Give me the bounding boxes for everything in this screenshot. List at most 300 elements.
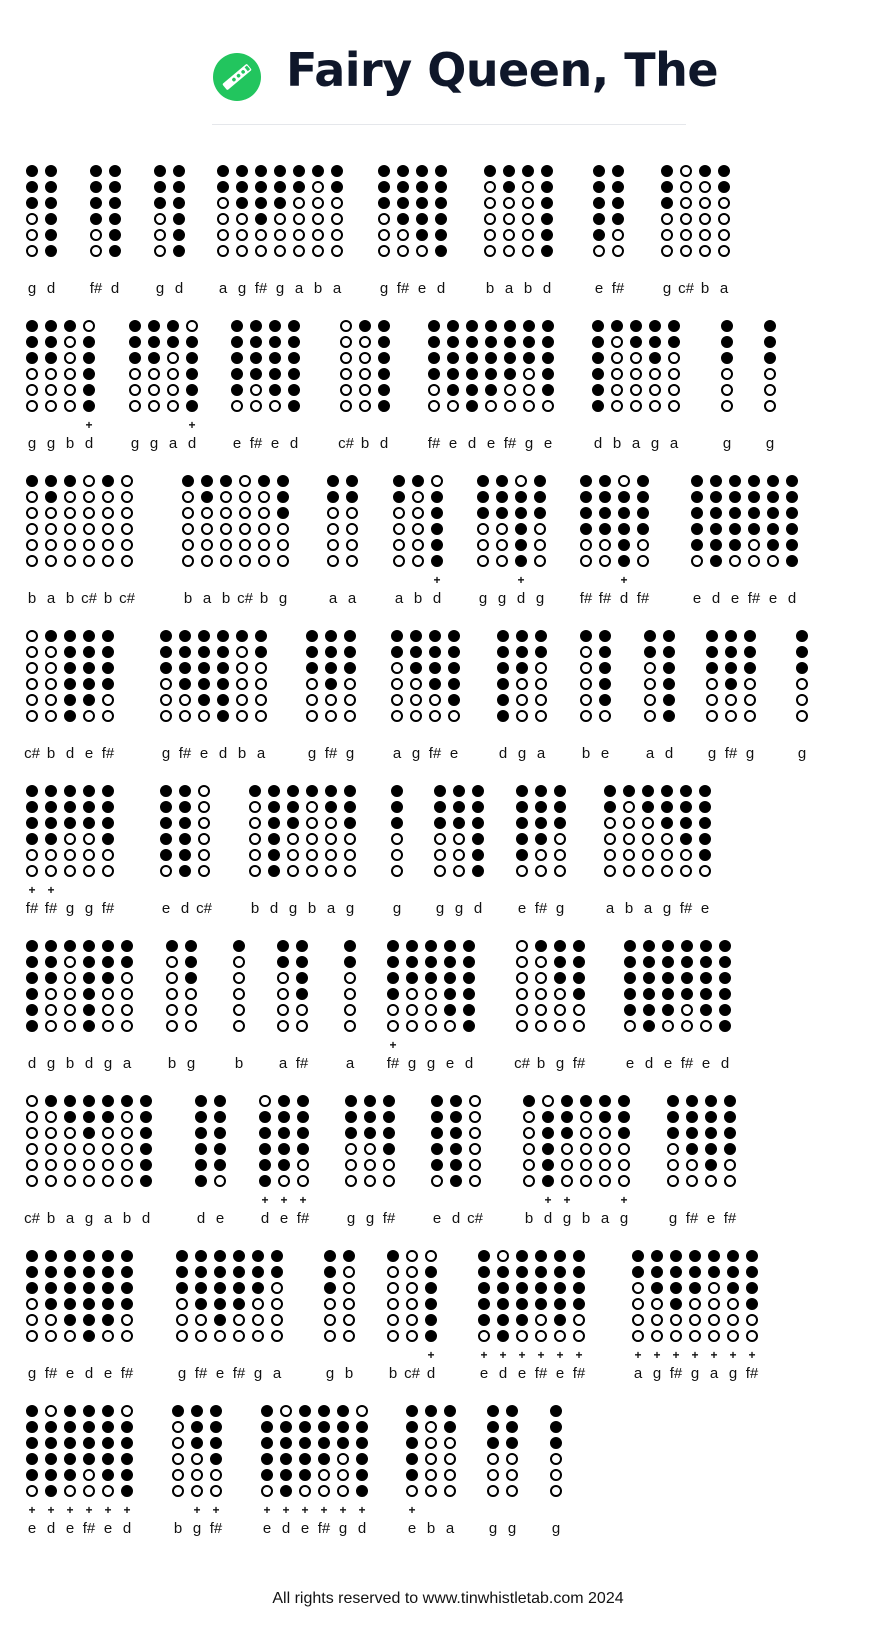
closed-hole-icon [541,181,553,193]
open-hole-icon [506,1485,518,1497]
closed-hole-icon [268,785,280,797]
open-hole-icon [45,988,57,1000]
open-hole-icon [599,555,611,567]
closed-hole-icon [83,646,95,658]
closed-hole-icon [269,368,281,380]
closed-hole-icon [748,475,760,487]
closed-hole-icon [630,336,642,348]
open-hole-icon [477,523,489,535]
closed-hole-icon [412,475,424,487]
closed-hole-icon [534,507,546,519]
closed-hole-icon [515,523,527,535]
closed-hole-icon [261,1453,273,1465]
note-label: d [289,435,299,452]
closed-hole-icon [542,1175,554,1187]
note-label: b [413,590,423,607]
note-label: f# [534,1365,548,1382]
note-label: f# [44,900,58,917]
closed-hole-icon [444,956,456,968]
note-label: a [328,590,338,607]
open-hole-icon [26,1175,38,1187]
open-hole-icon [250,384,262,396]
closed-hole-icon [288,352,300,364]
closed-hole-icon [378,197,390,209]
closed-hole-icon [516,1314,528,1326]
open-hole-icon [198,817,210,829]
closed-hole-icon [102,1282,114,1294]
closed-hole-icon [261,1437,273,1449]
closed-hole-icon [643,1020,655,1032]
open-hole-icon [624,1020,636,1032]
closed-hole-icon [523,352,535,364]
open-hole-icon [325,694,337,706]
open-hole-icon [444,1020,456,1032]
open-hole-icon [796,694,808,706]
note-label: d [46,280,56,297]
closed-hole-icon [425,1405,437,1417]
open-hole-icon [689,1298,701,1310]
note-label: d [180,900,190,917]
closed-hole-icon [64,475,76,487]
note-label: c# [24,1210,40,1227]
closed-hole-icon [681,940,693,952]
open-hole-icon [293,245,305,257]
open-hole-icon [522,181,534,193]
open-hole-icon [182,539,194,551]
note-label: a [168,435,178,452]
open-hole-icon [573,1004,585,1016]
note-label: b [313,280,323,297]
open-hole-icon [172,1453,184,1465]
closed-hole-icon [102,785,114,797]
closed-hole-icon [214,1250,226,1262]
note-label: g [288,900,298,917]
closed-hole-icon [670,1298,682,1310]
note-label: g [497,590,507,607]
closed-hole-icon [554,940,566,952]
closed-hole-icon [434,801,446,813]
open-hole-icon [383,1159,395,1171]
closed-hole-icon [725,662,737,674]
open-hole-icon [306,833,318,845]
closed-hole-icon [236,165,248,177]
open-hole-icon [345,1175,357,1187]
open-hole-icon [249,817,261,829]
closed-hole-icon [485,384,497,396]
open-hole-icon [121,1330,133,1342]
closed-hole-icon [431,1159,443,1171]
open-hole-icon [680,245,692,257]
note-label: b [624,900,634,917]
open-hole-icon [618,1159,630,1171]
closed-hole-icon [542,320,554,332]
closed-hole-icon [318,1437,330,1449]
closed-hole-icon [26,1453,38,1465]
octave-plus-mark: + [188,418,196,432]
open-hole-icon [448,710,460,722]
closed-hole-icon [448,694,460,706]
closed-hole-icon [383,1143,395,1155]
open-hole-icon [391,710,403,722]
closed-hole-icon [710,555,722,567]
open-hole-icon [64,1020,76,1032]
open-hole-icon [64,400,76,412]
note-label: e [232,435,242,452]
closed-hole-icon [444,1004,456,1016]
closed-hole-icon [121,1095,133,1107]
open-hole-icon [217,245,229,257]
note-label: f# [382,1210,396,1227]
closed-hole-icon [515,491,527,503]
closed-hole-icon [431,507,443,519]
open-hole-icon [121,539,133,551]
note-label: f# [685,1210,699,1227]
open-hole-icon [359,400,371,412]
open-hole-icon [26,400,38,412]
closed-hole-icon [160,849,172,861]
closed-hole-icon [26,1004,38,1016]
closed-hole-icon [299,1405,311,1417]
closed-hole-icon [109,229,121,241]
open-hole-icon [166,988,178,1000]
closed-hole-icon [278,1095,290,1107]
open-hole-icon [287,833,299,845]
closed-hole-icon [485,368,497,380]
note-label: f# [194,1365,208,1382]
open-hole-icon [425,1469,437,1481]
open-hole-icon [516,956,528,968]
closed-hole-icon [699,833,711,845]
open-hole-icon [255,710,267,722]
open-hole-icon [393,539,405,551]
note-label: b [523,280,533,297]
note-label: d [720,1055,730,1072]
closed-hole-icon [195,1266,207,1278]
closed-hole-icon [428,368,440,380]
closed-hole-icon [425,1314,437,1326]
open-hole-icon [198,833,210,845]
closed-hole-icon [746,1282,758,1294]
open-hole-icon [239,507,251,519]
open-hole-icon [167,368,179,380]
closed-hole-icon [220,475,232,487]
closed-hole-icon [516,849,528,861]
closed-hole-icon [154,197,166,209]
note-label: f# [317,1520,331,1537]
open-hole-icon [681,1020,693,1032]
closed-hole-icon [64,646,76,658]
note-label: b [27,590,37,607]
open-hole-icon [318,1485,330,1497]
closed-hole-icon [686,1095,698,1107]
open-hole-icon [623,833,635,845]
open-hole-icon [26,384,38,396]
note-label: a [278,1055,288,1072]
open-hole-icon [45,539,57,551]
open-hole-icon [185,988,197,1000]
closed-hole-icon [83,662,95,674]
open-hole-icon [632,1314,644,1326]
closed-hole-icon [179,865,191,877]
open-hole-icon [198,801,210,813]
open-hole-icon [331,197,343,209]
closed-hole-icon [729,539,741,551]
closed-hole-icon [699,165,711,177]
closed-hole-icon [662,940,674,952]
open-hole-icon [477,539,489,551]
open-hole-icon [201,507,213,519]
octave-plus-mark: + [123,1503,131,1517]
closed-hole-icon [140,1159,152,1171]
closed-hole-icon [26,1282,38,1294]
closed-hole-icon [64,1095,76,1107]
closed-hole-icon [344,785,356,797]
open-hole-icon [102,1159,114,1171]
open-hole-icon [680,197,692,209]
closed-hole-icon [288,368,300,380]
open-hole-icon [434,865,446,877]
open-hole-icon [516,1020,528,1032]
open-hole-icon [425,1437,437,1449]
closed-hole-icon [554,1298,566,1310]
closed-hole-icon [428,352,440,364]
open-hole-icon [661,849,673,861]
closed-hole-icon [448,646,460,658]
note-label: g [662,900,672,917]
closed-hole-icon [710,475,722,487]
open-hole-icon [26,1111,38,1123]
open-hole-icon [428,400,440,412]
open-hole-icon [469,1095,481,1107]
open-hole-icon [191,1469,203,1481]
open-hole-icon [642,849,654,861]
note-label: c# [678,280,694,297]
open-hole-icon [172,1469,184,1481]
open-hole-icon [580,1159,592,1171]
closed-hole-icon [364,1095,376,1107]
closed-hole-icon [26,1266,38,1278]
open-hole-icon [64,368,76,380]
closed-hole-icon [670,1250,682,1262]
open-hole-icon [340,400,352,412]
note-label: a [347,590,357,607]
closed-hole-icon [406,956,418,968]
closed-hole-icon [612,213,624,225]
open-hole-icon [26,710,38,722]
closed-hole-icon [444,972,456,984]
closed-hole-icon [744,646,756,658]
note-label: a [669,435,679,452]
open-hole-icon [504,400,516,412]
note-label: f# [178,745,192,762]
closed-hole-icon [416,181,428,193]
closed-hole-icon [179,678,191,690]
open-hole-icon [644,694,656,706]
note-label: b [259,590,269,607]
note-label: f# [572,1365,586,1382]
closed-hole-icon [271,1266,283,1278]
note-label: g [426,1055,436,1072]
closed-hole-icon [592,368,604,380]
closed-hole-icon [102,1437,114,1449]
open-hole-icon [359,352,371,364]
open-hole-icon [550,1453,562,1465]
closed-hole-icon [344,956,356,968]
note-label: g [307,745,317,762]
closed-hole-icon [185,972,197,984]
closed-hole-icon [121,1469,133,1481]
closed-hole-icon [516,1266,528,1278]
closed-hole-icon [83,801,95,813]
closed-hole-icon [64,1469,76,1481]
closed-hole-icon [306,646,318,658]
open-hole-icon [220,507,232,519]
closed-hole-icon [140,1127,152,1139]
closed-hole-icon [699,801,711,813]
open-hole-icon [523,1159,535,1171]
closed-hole-icon [485,352,497,364]
note-label: g [478,590,488,607]
closed-hole-icon [140,1095,152,1107]
open-hole-icon [535,710,547,722]
closed-hole-icon [214,1266,226,1278]
open-hole-icon [121,491,133,503]
closed-hole-icon [727,1282,739,1294]
note-label: d [644,1055,654,1072]
open-hole-icon [680,181,692,193]
open-hole-icon [630,368,642,380]
closed-hole-icon [434,817,446,829]
note-label: e [517,900,527,917]
closed-hole-icon [393,491,405,503]
open-hole-icon [387,1266,399,1278]
open-hole-icon [64,833,76,845]
closed-hole-icon [45,1095,57,1107]
octave-plus-mark: + [544,1193,552,1207]
note-label: f# [534,900,548,917]
octave-plus-mark: + [339,1503,347,1517]
closed-hole-icon [195,1143,207,1155]
closed-hole-icon [102,475,114,487]
closed-hole-icon [541,245,553,257]
open-hole-icon [166,956,178,968]
open-hole-icon [523,1175,535,1187]
open-hole-icon [271,1314,283,1326]
open-hole-icon [496,555,508,567]
closed-hole-icon [179,646,191,658]
note-label: b [167,1055,177,1072]
open-hole-icon [231,400,243,412]
closed-hole-icon [258,475,270,487]
open-hole-icon [535,849,547,861]
open-hole-icon [535,865,547,877]
note-label: g [707,745,717,762]
closed-hole-icon [364,1111,376,1123]
closed-hole-icon [269,384,281,396]
closed-hole-icon [129,352,141,364]
closed-hole-icon [435,197,447,209]
open-hole-icon [293,229,305,241]
closed-hole-icon [535,940,547,952]
octave-plus-mark: + [710,1348,718,1362]
open-hole-icon [708,1314,720,1326]
note-label: f# [386,1055,400,1072]
open-hole-icon [378,245,390,257]
open-hole-icon [277,988,289,1000]
closed-hole-icon [429,678,441,690]
open-hole-icon [26,368,38,380]
note-label: d [464,1055,474,1072]
open-hole-icon [523,1143,535,1155]
closed-hole-icon [618,1111,630,1123]
open-hole-icon [64,1330,76,1342]
note-label: e [103,1365,113,1382]
closed-hole-icon [83,1004,95,1016]
note-label: g [690,1365,700,1382]
closed-hole-icon [45,213,57,225]
closed-hole-icon [705,1111,717,1123]
closed-hole-icon [268,849,280,861]
open-hole-icon [444,1437,456,1449]
note-label: a [332,280,342,297]
closed-hole-icon [680,833,692,845]
open-hole-icon [689,1314,701,1326]
closed-hole-icon [599,646,611,658]
closed-hole-icon [651,1250,663,1262]
octave-plus-mark: + [620,1193,628,1207]
closed-hole-icon [410,662,422,674]
open-hole-icon [410,694,422,706]
closed-hole-icon [724,1095,736,1107]
note-label: e [103,1520,113,1537]
note-label: g [379,280,389,297]
closed-hole-icon [719,988,731,1000]
open-hole-icon [767,555,779,567]
closed-hole-icon [725,646,737,658]
closed-hole-icon [542,1143,554,1155]
open-hole-icon [45,1175,57,1187]
closed-hole-icon [121,1437,133,1449]
closed-hole-icon [466,320,478,332]
open-hole-icon [612,245,624,257]
closed-hole-icon [447,368,459,380]
closed-hole-icon [236,181,248,193]
closed-hole-icon [618,1127,630,1139]
closed-hole-icon [102,833,114,845]
closed-hole-icon [450,1095,462,1107]
closed-hole-icon [453,801,465,813]
open-hole-icon [484,197,496,209]
open-hole-icon [721,400,733,412]
closed-hole-icon [173,165,185,177]
note-label: g [345,900,355,917]
open-hole-icon [412,555,424,567]
closed-hole-icon [542,336,554,348]
open-hole-icon [554,1020,566,1032]
closed-hole-icon [160,801,172,813]
open-hole-icon [176,1330,188,1342]
open-hole-icon [325,833,337,845]
closed-hole-icon [767,523,779,535]
closed-hole-icon [662,956,674,968]
closed-hole-icon [705,1143,717,1155]
closed-hole-icon [708,1250,720,1262]
open-hole-icon [274,229,286,241]
open-hole-icon [406,1330,418,1342]
closed-hole-icon [231,384,243,396]
open-hole-icon [195,1330,207,1342]
closed-hole-icon [277,956,289,968]
